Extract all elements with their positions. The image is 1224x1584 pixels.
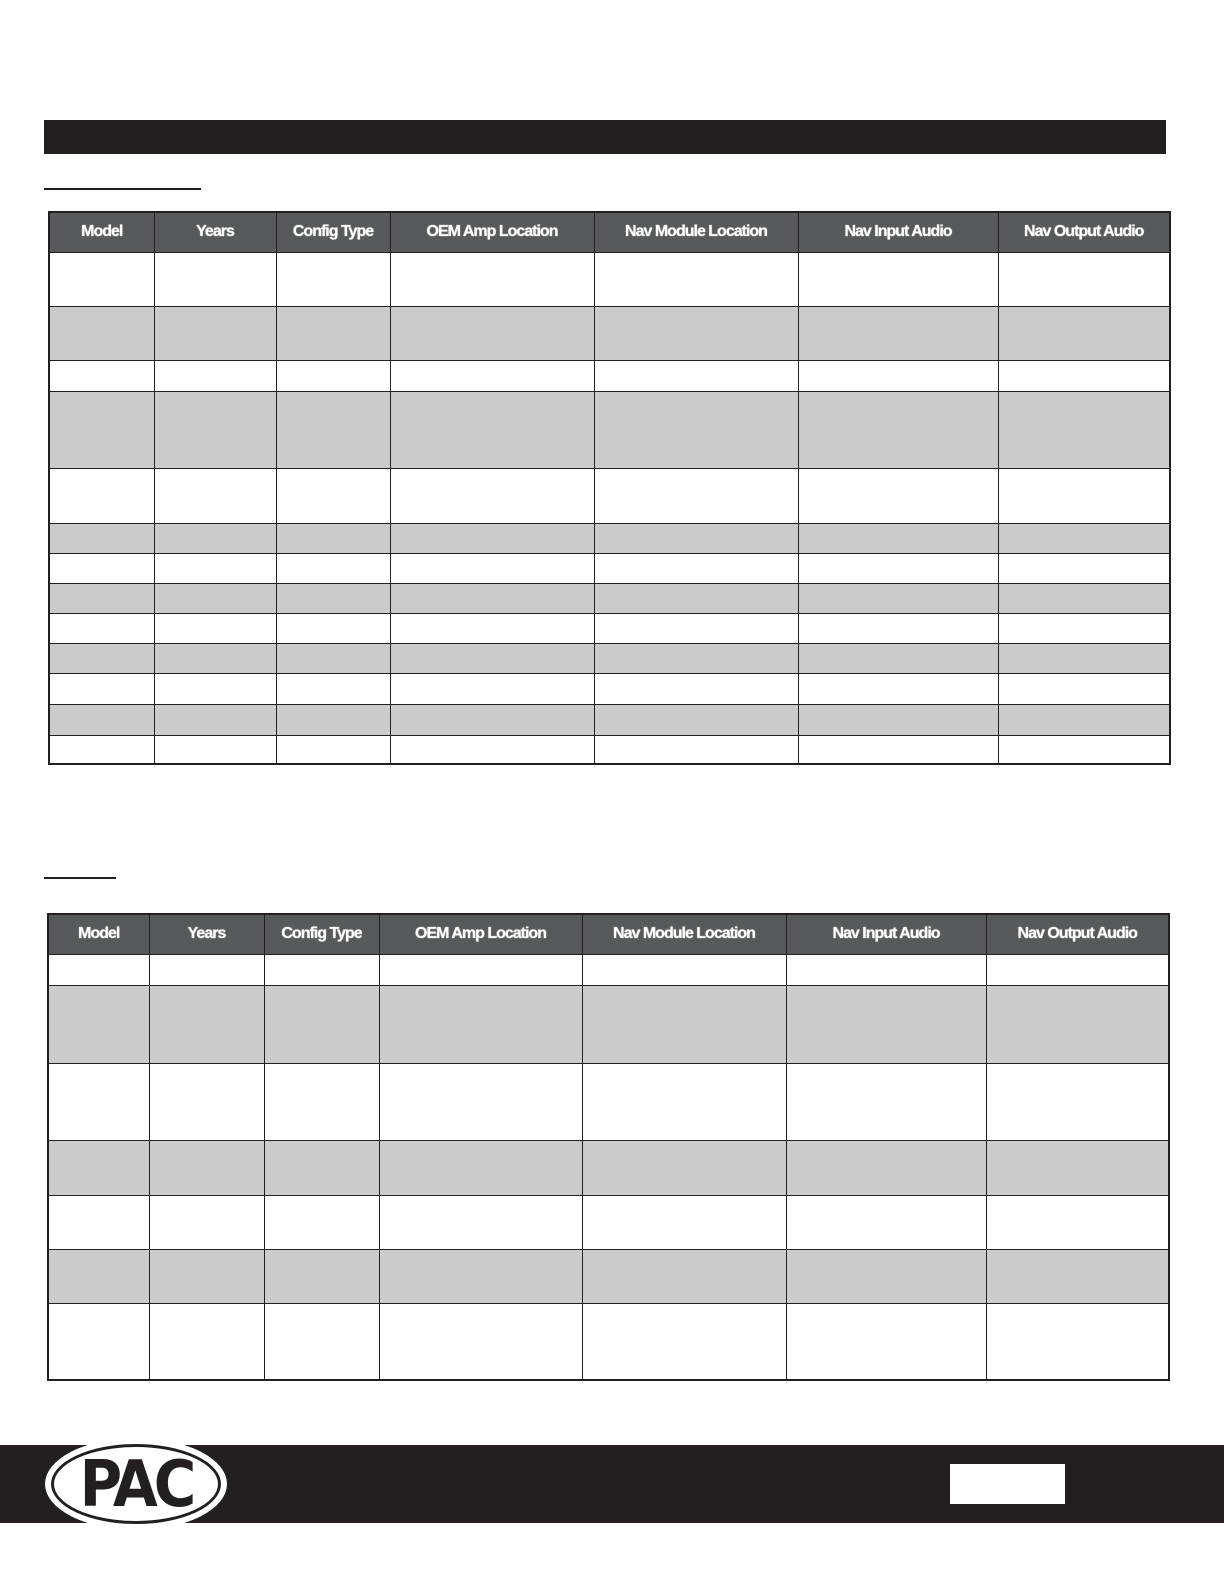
table-row (48, 1249, 1169, 1303)
table-row (48, 1195, 1169, 1249)
vehicle-table-2 (47, 913, 1170, 1381)
pac-logo (45, 1438, 227, 1530)
pac-logo-text: PAC (79, 1446, 193, 1522)
table-row (48, 1140, 1169, 1195)
table-header-row (48, 914, 1169, 954)
table-row (49, 523, 1170, 553)
column-header-nav-input-audio: Nav Input Audio (798, 212, 998, 252)
table-row (49, 553, 1170, 583)
table-row (49, 391, 1170, 468)
vehicle-table-1 (48, 211, 1171, 765)
column-header-nav-module-location: Nav Module Location (594, 212, 798, 252)
table-row (49, 735, 1170, 764)
column-header-nav-module-location: Nav Module Location (582, 914, 786, 954)
column-header-config-type: Config Type (264, 914, 379, 954)
table-row (49, 468, 1170, 523)
table-row (49, 704, 1170, 735)
table-row (49, 252, 1170, 306)
table-row (49, 306, 1170, 360)
table-row (48, 1303, 1169, 1380)
table-row (49, 613, 1170, 643)
section-heading-underline-2 (44, 877, 116, 879)
section-title-bar (44, 120, 1166, 154)
column-header-model: Model (48, 914, 149, 954)
table-row (49, 673, 1170, 704)
column-header-years: Years (149, 914, 264, 954)
table-row (49, 583, 1170, 613)
table-row (49, 360, 1170, 391)
table-row (48, 985, 1169, 1063)
column-header-years: Years (154, 212, 276, 252)
column-header-nav-output-audio: Nav Output Audio (998, 212, 1170, 252)
section-heading-underline-1 (44, 188, 201, 190)
table-row (49, 643, 1170, 673)
column-header-nav-input-audio: Nav Input Audio (786, 914, 986, 954)
column-header-config-type: Config Type (276, 212, 390, 252)
column-header-nav-output-audio: Nav Output Audio (986, 914, 1169, 954)
column-header-oem-amp-location: OEM Amp Location (390, 212, 594, 252)
table-row (48, 954, 1169, 985)
column-header-oem-amp-location: OEM Amp Location (379, 914, 582, 954)
table-header-row (49, 212, 1170, 252)
page-number-box (950, 1464, 1065, 1504)
column-header-model: Model (49, 212, 154, 252)
pac-logo-ring (51, 1444, 221, 1524)
table-row (48, 1063, 1169, 1140)
